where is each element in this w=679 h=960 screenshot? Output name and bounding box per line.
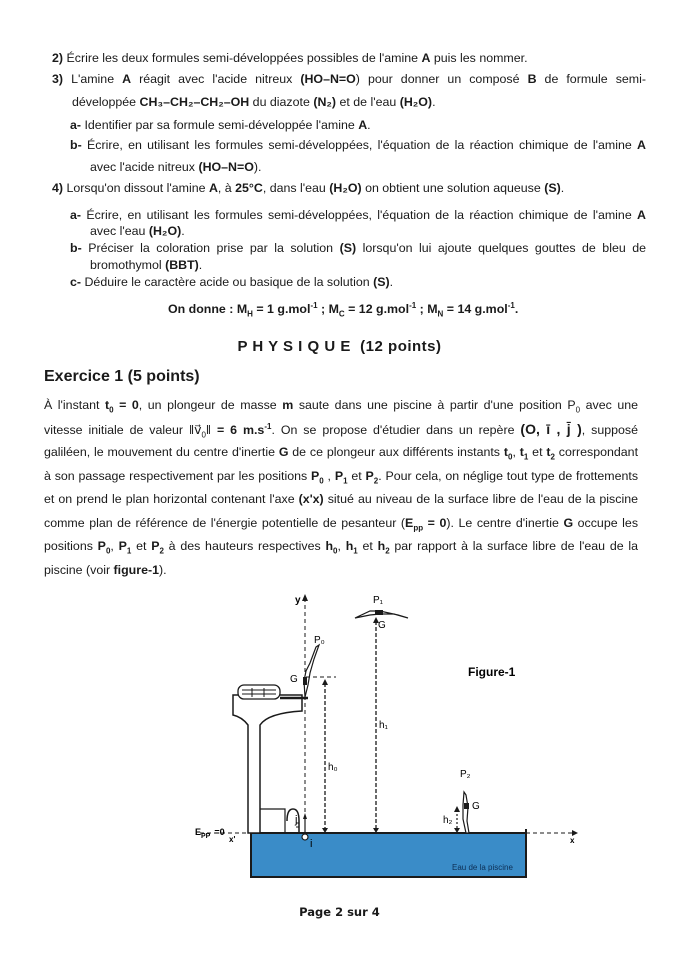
text: Lorsqu'on dissout l'amine	[63, 181, 209, 195]
text: avec l'acide nitreux	[90, 160, 199, 174]
text: on obtient une solution aqueuse	[361, 181, 545, 195]
text: lorsqu'on lui ajoute quelques gouttes de bleu de	[356, 241, 646, 255]
paragraph-line: comme plan de référence de l'énergie potentielle de pesanteur $(E_{pp} = 0)$. Le centre d'inertie G occupe les	[44, 515, 639, 532]
text: Déduire le caractère acide ou basique de la solution	[81, 275, 374, 289]
figure-caption: Figure-1	[468, 665, 516, 679]
question-4a	[70, 207, 646, 223]
i-label: i	[310, 838, 313, 850]
separator: ;	[416, 302, 428, 316]
text: du diazote	[249, 95, 314, 109]
epp-value: =0	[214, 827, 225, 837]
formula: (N₂)	[313, 95, 337, 109]
x-label: x	[570, 836, 575, 845]
exponent: -1	[310, 300, 318, 310]
page-footer: Page 2 sur 4	[299, 905, 380, 919]
question-4b	[70, 240, 646, 256]
exponent: -1	[409, 300, 417, 310]
molar-mass-h: M	[236, 302, 248, 316]
question-4b-line-2	[90, 257, 202, 273]
question-3-line-1	[52, 71, 646, 87]
question-3b-line-2	[90, 159, 261, 175]
h1-label: h₁	[379, 720, 388, 731]
question-3-line-2	[72, 94, 436, 110]
diving-tower	[233, 695, 302, 833]
paragraph-line: vitesse initiale de valeur $‖v⃗_0‖ = 6$ $m.s^{-1}$. On se propose d'étudier dans un repère (O, ī , j̄ ), supposé	[44, 420, 638, 439]
amine-label: A	[421, 51, 431, 65]
exercise-title: Exercice 1 (5 points)	[44, 368, 200, 385]
text: Identifier par sa formule semi-développée l'amine	[81, 118, 359, 132]
sub-question-label: b-	[70, 241, 82, 255]
text: .	[560, 181, 565, 195]
indicator-label: (BBT)	[165, 258, 199, 272]
text: .	[181, 224, 185, 238]
text: et de l'eau	[336, 95, 400, 109]
formula: (HO–N=O	[198, 160, 254, 174]
text: réagit avec l'acide nitreux	[131, 72, 301, 86]
text: )	[355, 72, 360, 86]
question-3b	[70, 137, 646, 153]
question-text: Écrire les deux formules semi-développées possibles de l'amine	[66, 51, 422, 65]
text: L'amine	[71, 72, 123, 86]
text: ).	[253, 160, 262, 174]
text: développée	[72, 95, 140, 109]
sub-question-label: a-	[70, 118, 82, 132]
question-2	[52, 50, 528, 66]
epp-subscript: PP	[201, 833, 211, 840]
text: Écrire, en utilisant les formules semi-développées, l'équation de la réaction chimique de l'amine	[81, 138, 638, 152]
text: Préciser la coloration prise par la solution	[81, 241, 340, 255]
question-3a	[70, 117, 371, 133]
p0-label: P₀	[314, 635, 325, 646]
diver-p2	[463, 792, 469, 833]
text: Écrire, en utilisant les formules semi-développées, l'équation de la réaction chimique de l'amine	[81, 208, 638, 222]
molar-mass-n: M	[427, 302, 438, 316]
origin-point	[302, 834, 308, 840]
solution-label: (S)	[373, 275, 390, 289]
paragraph-line: positions $P_0$, $P_1$ et $P_2$ à des hauteurs respectives $h_0$, $h_1$ et $h_2$ par rapport à la surface libre de l'eau de la	[44, 539, 639, 556]
text: .	[367, 118, 371, 132]
question-number: 3)	[52, 72, 64, 86]
paragraph-line: piscine (voir figure-1).	[44, 562, 167, 577]
text: .	[514, 302, 519, 316]
paragraph-line: et on prend le plan horizontal contenant l'axe (x'x) situé au niveau de la surface libre de l'eau de la piscine	[44, 492, 638, 506]
value: = 1 g.mol	[252, 302, 311, 316]
formula: (H₂O)	[329, 181, 362, 195]
text: , à	[217, 181, 236, 195]
text: pour donner un composé	[359, 72, 528, 86]
sub-question-label: c-	[70, 275, 82, 289]
amine-label: A	[122, 72, 132, 86]
question-4c	[70, 274, 393, 290]
question-number: 2)	[52, 51, 64, 65]
y-axis-label: y	[295, 595, 301, 606]
formula: (H₂O)	[399, 95, 433, 109]
g-label-p2: G	[472, 801, 480, 812]
diver-p0	[304, 645, 319, 697]
formula: (H₂O)	[148, 224, 182, 238]
water-label: Eau de la piscine	[452, 863, 513, 872]
text: avec l'eau	[90, 224, 149, 238]
subscript: C	[338, 309, 345, 319]
temperature: 25°C	[235, 181, 263, 195]
section-title: P H Y S I Q U E (12 points)	[237, 338, 442, 355]
figure-1-diagram	[180, 585, 600, 885]
paragraph-line: À l'instant $t_0 = 0$, un plongeur de masse m saute dans une piscine à partir d'une position $P_0$ avec une	[44, 398, 638, 415]
amine-label: A	[637, 138, 646, 152]
formula: CH₃–CH₂–CH₂–OH	[139, 95, 250, 109]
paragraph-line: à son passage respectivement par les positions $P_0$ , $P_1$ et $P_2$. Pour cela, on néglige tout type de frottements	[44, 468, 639, 485]
formula: (HO–N=O	[300, 72, 356, 86]
question-4a-line-2	[90, 223, 185, 239]
separator: ;	[317, 302, 329, 316]
text: .	[432, 95, 436, 109]
xprime-label: x'	[229, 835, 236, 844]
text: .	[389, 275, 394, 289]
value: = 14 g.mol	[443, 302, 508, 316]
epp-e: E	[195, 827, 202, 837]
question-4	[52, 180, 564, 196]
amine-label: A	[208, 181, 218, 195]
given-data	[168, 301, 518, 317]
subscript: H	[247, 309, 253, 319]
exponent: -1	[507, 300, 515, 310]
j-label: j	[295, 814, 298, 826]
amine-label: A	[358, 118, 368, 132]
sub-question-label: b-	[70, 138, 82, 152]
given-label: On donne :	[168, 302, 237, 316]
subscript: N	[437, 309, 444, 319]
solution-label: (S)	[544, 181, 561, 195]
p1-label: P₁	[373, 595, 384, 606]
p2-label: P₂	[460, 769, 471, 780]
paragraph-line: galiléen, le mouvement du centre d'inertie G de ce plongeur aux différents instants $t_0$, $t_1$ et $t_2$ correspondant	[44, 445, 639, 462]
h0-label: h₀	[328, 762, 338, 773]
epp-label	[195, 827, 225, 840]
sub-question-label: a-	[70, 208, 82, 222]
question-number: 4)	[52, 181, 64, 195]
g-label-p1: G	[378, 620, 386, 631]
text: bromothymol	[90, 258, 166, 272]
value: = 12 g.mol	[344, 302, 410, 316]
text: de formule semi-	[536, 72, 647, 86]
compound-label: B	[527, 72, 537, 86]
g-label-p0: G	[290, 674, 298, 685]
text: .	[198, 258, 203, 272]
molar-mass-c: M	[328, 302, 339, 316]
amine-label: A	[637, 208, 646, 222]
question-text-tail: puis les nommer.	[430, 51, 528, 65]
h2-label: h₂	[443, 815, 453, 826]
solution-label: (S)	[339, 241, 357, 255]
text: , dans l'eau	[262, 181, 330, 195]
